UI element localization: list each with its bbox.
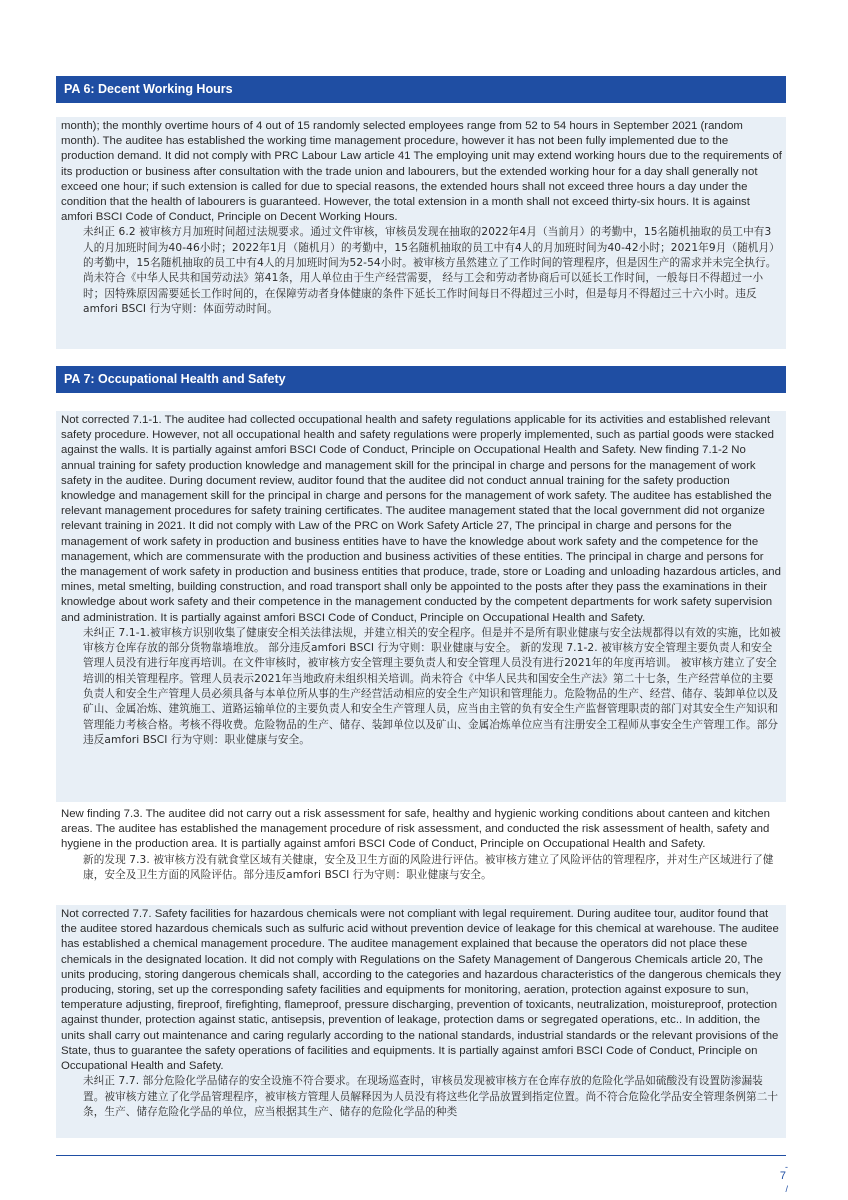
section-header-pa7 — [56, 366, 786, 393]
section-title: PA 7: Occupational Health and Safety — [64, 372, 286, 386]
finding-text-zh: 新的发现 7.3. 被审核方没有就食堂区域有关健康，安全及卫生方面的风险进行评估。被审核方建立了风险评估的管理程序，并对生产区域进行了健康，安全及卫生方面的风险评估。部分违反amfori BSCI 行为守则：职业健康与安全。 — [83, 853, 774, 881]
page-mark-bottom: / — [785, 1184, 788, 1194]
section-header-pa6 — [56, 76, 786, 103]
finding-text-en: Not corrected 7.7. Safety facilities for hazardous chemicals were not compliant with legal requirement. During auditee tour, auditor found that the auditee stored hazardous chemicals such as sulfuric acid without prevention device of leakage for this chemical at warehouse. The auditee has established a chemical management procedure. The auditee management explained that because the operators did not place these chemicals in the designated location. It did not comply with Regulations on the Safety Management of Dangerous Chemicals article 20, The units producing, storing dangerous chemicals shall, according to the categories and hazardous characteristics of the dangerous chemicals they producing, storing, set up the corresponding safety facilities and equipments for monitoring, aeration, protection against exposure to sun, temperature adjusting, fireproof, firefighting, flameproof, pressure discharging, prevention of toxicants, neutralization, moistureproof, protection against thunder, protection against static, antisepsis, prevention of leakage, protection dams or segregated operations, etc.. In addition, the units shall carry out maintenance and caring regularly according to the national standards, industrial standards or the relevant provisions of the State, thus to guarantee the safety operations of facilities and equipments. It is partially against amfori BSCI Code of Conduct, Principle on Occupational Health and Safety. — [61, 908, 781, 1073]
finding-block-7-1 — [56, 411, 786, 802]
footer-divider — [56, 1155, 786, 1156]
finding-block-7-7 — [56, 905, 786, 1138]
finding-block-7-3 — [56, 805, 786, 902]
finding-text-en: month); the monthly overtime hours of 4 out of 15 randomly selected employees range from 52 to 54 hours in September 2021 (random month). The auditee has established the working time management procedure, however it has not been fully implemented due to the production demand. It did not comply with PRC Labour Law article 41 The employing unit may extend working hours due to the requirements of its production or business after consultation with the trade union and labourers, but the extended working hour for a day shall generally not exceed one hour; if such extension is called for due to special reasons, the extended hours shall not exceed three hours a day under the condition that the health of labourers is guaranteed. However, the total extension in a month shall not exceed thirty-six hours. It is against amfori BSCI Code of Conduct, Principle on Decent Working Hours. — [61, 120, 782, 224]
page-number: 7 — [779, 1170, 786, 1182]
finding-text-en: Not corrected 7.1-1. The auditee had collected occupational health and safety regulations applicable for its activities and established relevant safety procedure. However, not all occupational health and safety regulations were properly implemented, such as partial goods were stacked against the walls. It is partially against amfori BSCI Code of Conduct, Principle on Occupational Health and Safety. New finding 7.1-2 No annual training for safety production knowledge and management skill for the principal in charge and persons for the management of work safety in the auditee. During document review, auditor found that the auditee did not conduct annual training for the safety production knowledge and management skill for the principal in charge and persons for the management of work safety. The auditee has established the relevant management procedures for safety training certificates. The auditee management stated that the local government did not organize relevant training in 2021. It did not comply with Law of the PRC on Work Safety Article 27, The principal in charge and persons for the management of work safety in production and business entities have to have the knowledge about work safety and the competence for the management, which are commensurate with the production and business activities of these entities. The principal in charge and persons for the management of work safety in production and business entities that produce, trade, store or Loading and unloading hazardous articles, and mines, metal smelting, building construction, and road transport shall only be appointed to the posts after they pass the examinations in their knowledge about work safety and their competence in the management conducted by the competent departments for work safety supervision and administration. It is partially against amfori BSCI Code of Conduct, Principle on Occupational Health and Safety. — [61, 414, 781, 624]
finding-block-pa6 — [56, 117, 786, 349]
finding-text-zh: 未纠正 6.2 被审核方月加班时间超过法规要求。通过文件审核，审核员发现在抽取的2022年4月（当前月）的考勤中，15名随机抽取的员工中有3人的月加班时间为40-46小时；2022年1月（随机月）的考勤中，15名随机抽取的员工中有4人的月加班时间为40-42小时；2021年9月（随机月）的考勤中，15名随机抽取的员工中有4人的月加班时间为52-54小时。被审核方虽然建立了工作时间的管理程序，但是因生产的需求并未完全执行。尚未符合《中华人民共和国劳动法》第41条，用人单位由于生产经营需要， 经与工会和劳动者协商后可以延长工作时间，一般每日不得超过一小时；因特殊原因需要延长工作时间的，在保障劳动者身体健康的条件下延长工作时间每日不得超过三小时，但是每月不得超过三十六小时。违反amfori BSCI 行为守则：体面劳动时间。 — [83, 226, 780, 315]
finding-text-en: New finding 7.3. The auditee did not carry out a risk assessment for safe, healthy and hygienic working conditions about canteen and kitchen areas. The auditee has established the management procedure of risk assessment, and conducted the risk assessment of health, safety and hygiene in the production area. It is partially against amfori BSCI Code of Conduct, Principle on Occupational Health and Safety. — [61, 808, 770, 851]
section-title: PA 6: Decent Working Hours — [64, 82, 233, 96]
finding-text-zh: 未纠正 7.7. 部分危险化学品储存的安全设施不符合要求。在现场巡查时，审核员发现被审核方在仓库存放的危险化学品如硫酸没有设置防渗漏装置。被审核方建立了化学品管理程序，被审核方管理人员解释因为人员没有将这些化学品放置到指定位置。尚不符合危险化学品安全管理条例第二十条，生产、储存危险化学品的单位，应当根据其生产、储存的危险化学品的种类 — [83, 1075, 779, 1118]
finding-text-zh: 未纠正 7.1-1.被审核方识别收集了健康安全相关法律法规，并建立相关的安全程序。但是并不是所有职业健康与安全法规都得以有效的实施，比如被审核方仓库存放的部分货物靠墙堆放。 部分违反amfori BSCI 行为守则：职业健康与安全。 新的发现 7.1-2. 被审核方安全管理主要负责人和安全管理人员没有进行年度再培训。在文件审核时，被审核方安全管理主要负责人和安全管理人员没有进行2021年的年度再培训。 被审核方建立了安全培训的相关管理程序。管理人员表示2021年当地政府未组织相关培训。尚未符合《中华人民共和国安全生产法》第二十七条，生产经营单位的主要负责人和安全生产管理人员必须具备与本单位所从事的生产经营活动相应的安全生产知识和管理能力。危险物品的生产、经营、储存、装卸单位以及矿山、金属冶炼、建筑施工、道路运输单位的主要负责人和安全生产管理人员，应当由主管的负有安全生产监督管理职责的部门对其安全生产知识和管理能力考核合格。考核不得收费。危险物品的生产、储存、装卸单位以及矿山、金属冶炼单位应当有注册安全工程师从事安全生产管理工作。部分违反amfori BSCI 行为守则：职业健康与安全。 — [83, 626, 781, 746]
page-mark-top: - — [785, 1162, 788, 1172]
